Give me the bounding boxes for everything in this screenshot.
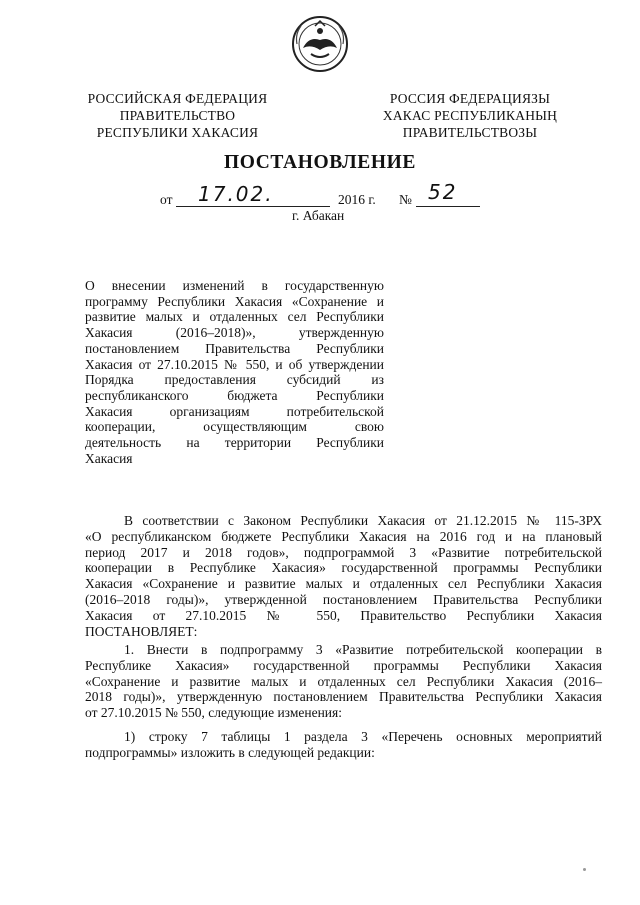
header-left-block (85, 90, 270, 141)
subject-line: Хакасия (2016–2018)», утвержденную (85, 325, 384, 341)
paragraph-line: Хакасия «Сохранение и развитие малых и отдаленных сел Республики Хакасия (85, 576, 602, 592)
header-left-line: РЕСПУБЛИКИ ХАКАСИЯ (96, 125, 259, 140)
subject-line: О внесении изменений в государственную (85, 278, 384, 293)
subject-line: Хакасия организациям потребительской (85, 403, 384, 419)
subject-line: Хакасия (85, 450, 133, 466)
paragraph-line: «Сохранение и развитие малых и отдаленных сел Республики Хакасия (2016– (85, 673, 602, 689)
subject-line: республиканского бюджета Республики (85, 387, 384, 403)
paragraph-line: (2016–2018 годы)», утвержденной постановлением Правительства Республики (85, 591, 602, 607)
header-right-line: РОССИЯ ФЕДЕРАЦИЯЗЫ (389, 91, 551, 106)
item-1-paragraph (85, 642, 602, 721)
date-from-label: от (160, 192, 173, 207)
subject-block (85, 278, 384, 466)
subject-line: постановлением Правительства Республики (85, 340, 384, 356)
paragraph-line: ПОСТАНОВЛЯЕТ: (85, 623, 198, 639)
number-underline (416, 206, 480, 207)
header-left-line: РОССИЙСКАЯ ФЕДЕРАЦИЯ (87, 91, 268, 106)
paragraph-line: 2018 годы)», утвержденную постановлением Правительства Республики Хакасия (85, 689, 602, 705)
number-label: № (399, 192, 412, 207)
subject-line: кооперации, осуществляющим свою (85, 419, 384, 435)
scan-speck (583, 868, 586, 871)
header-right-line: ХАКАС РЕСПУБЛИКАНЫҢ (382, 108, 558, 123)
date-underline (176, 206, 330, 207)
subject-line: развитие малых и отдаленных сел Республики (85, 309, 384, 325)
document-title: ПОСТАНОВЛЕНИЕ (223, 152, 417, 173)
coat-of-arms-emblem (291, 14, 349, 74)
paragraph-line: кооперации в Республике Хакасия» государственной программы Республики (85, 560, 602, 576)
paragraph-line: от 27.10.2015 № 550, следующие изменения: (85, 705, 342, 721)
preamble-paragraph (85, 513, 602, 639)
subject-line: Порядка предоставления субсидий из (85, 372, 384, 388)
subject-line: Хакасия от 27.10.2015 № 550, и об утверждении (85, 356, 384, 372)
paragraph-line: «О республиканском бюджете Республики Хакасия на 2016 год и на плановый (85, 528, 602, 544)
item-1-1-paragraph (85, 729, 602, 761)
header-left-line: ПРАВИТЕЛЬСТВО (119, 108, 236, 123)
paragraph-line: 1. Внести в подпрограмму 3 «Развитие потребительской кооперации в (124, 642, 602, 657)
handwritten-number: 52 (428, 180, 458, 204)
paragraph-line: Республике Хакасия» государственной программы Республики Хакасия (85, 657, 602, 673)
year-label: 2016 г. (338, 192, 376, 207)
paragraph-line: Хакасия от 27.10.2015 № 550, Правительство Республики Хакасия (85, 607, 602, 623)
header-right-block (370, 90, 570, 141)
subject-line: деятельность на территории Республики (85, 435, 384, 451)
paragraph-line: 1) строку 7 таблицы 1 раздела 3 «Перечень основных мероприятий (124, 729, 602, 744)
handwritten-date: 17.02. (198, 182, 274, 206)
paragraph-line: подпрограммы» изложить в следующей редакции: (85, 744, 375, 760)
paragraph-line: период 2017 и 2018 годов», подпрограммой 3 «Развитие потребительской (85, 544, 602, 560)
subject-line: программу Республики Хакасия «Сохранение и (85, 293, 384, 309)
header-right-line: ПРАВИТЕЛЬСТВОЗЫ (402, 125, 538, 140)
city-label: г. Абакан (292, 208, 345, 223)
paragraph-line: В соответствии с Законом Республики Хакасия от 21.12.2015 № 115-ЗРХ (124, 513, 602, 528)
